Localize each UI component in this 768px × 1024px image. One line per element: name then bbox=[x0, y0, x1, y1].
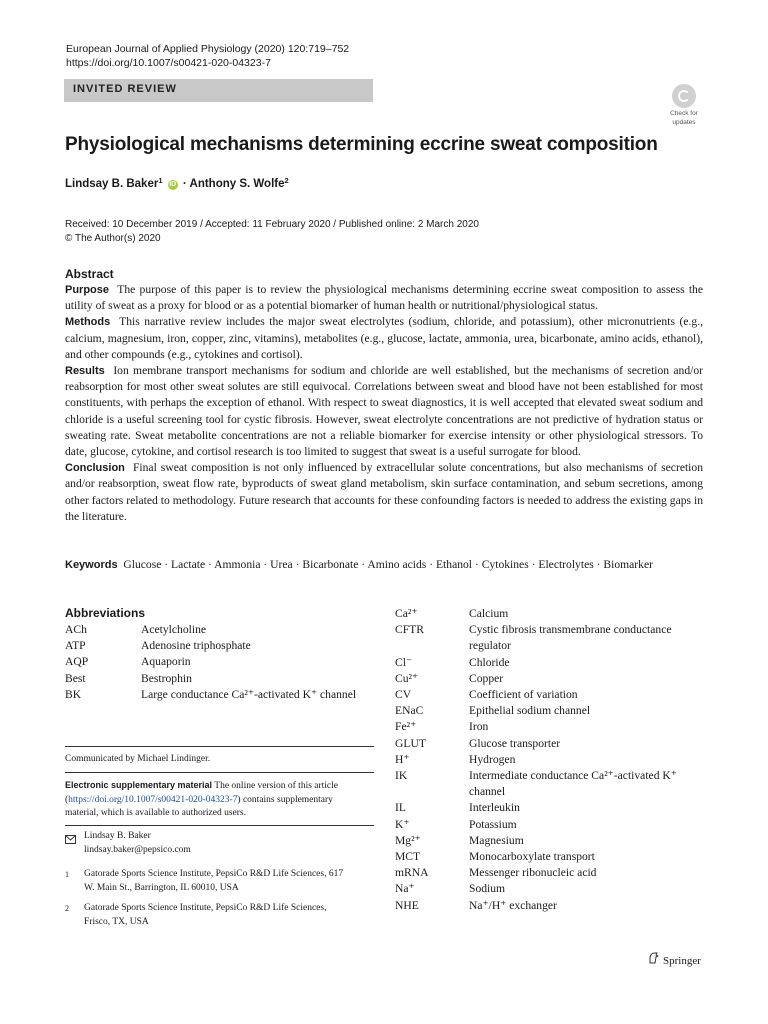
journal-header bbox=[66, 42, 349, 70]
abstract-conclusion bbox=[65, 460, 703, 525]
abbreviation-row bbox=[395, 719, 709, 735]
abbreviation-row bbox=[395, 622, 709, 654]
communicated-by: Communicated by Michael Lindinger. bbox=[65, 754, 211, 764]
abbreviation-term: IK bbox=[395, 769, 408, 783]
abbreviation-term: H⁺ bbox=[395, 752, 410, 766]
abbreviation-row bbox=[395, 833, 709, 849]
abbreviation-definition: Monocarboxylate transport bbox=[469, 850, 595, 864]
abbreviation-definition: Magnesium bbox=[469, 833, 524, 847]
abbreviation-row bbox=[395, 898, 709, 914]
abbreviation-term: Na⁺ bbox=[395, 882, 415, 896]
section-label: INVITED REVIEW bbox=[73, 83, 177, 95]
abstract-body bbox=[65, 282, 703, 525]
abbreviation-term: Mg²⁺ bbox=[395, 833, 421, 847]
check-for-updates-line2: updates bbox=[672, 119, 696, 126]
publisher-name: Springer bbox=[663, 955, 701, 967]
abstract-heading: Abstract bbox=[65, 267, 114, 281]
abbreviation-definition: Iron bbox=[469, 720, 489, 734]
abbreviation-term: ATP bbox=[65, 639, 86, 653]
affiliation-text: Gatorade Sports Science Institute, PepsiCo R&D Life Sciences, 617 W. Main St., Barrington, IL 60010, USA bbox=[84, 869, 344, 893]
abbreviation-term: Fe²⁺ bbox=[395, 720, 417, 734]
abbreviation-definition: Acetylcholine bbox=[141, 623, 207, 636]
abbreviation-row bbox=[395, 817, 709, 833]
check-for-updates-icon bbox=[672, 84, 696, 108]
abbreviation-definition: Messenger ribonucleic acid bbox=[469, 866, 597, 880]
abbreviation-term: GLUT bbox=[395, 736, 426, 750]
esm-text-before: The online version of this article ( bbox=[65, 781, 339, 805]
abbreviation-definition: Coefficient of variation bbox=[469, 688, 578, 702]
abbreviations-left-column bbox=[65, 622, 373, 703]
publication-dates bbox=[65, 218, 479, 246]
abbreviations-right-column bbox=[395, 606, 709, 914]
abbreviation-definition: Copper bbox=[469, 671, 504, 685]
mail-icon bbox=[65, 831, 76, 849]
abbreviation-term: Ca²⁺ bbox=[395, 607, 418, 620]
abbreviation-definition: Na⁺/H⁺ exchanger bbox=[469, 898, 557, 912]
check-for-updates-badge[interactable] bbox=[664, 84, 704, 126]
abbreviation-row bbox=[395, 752, 709, 768]
footnote-divider bbox=[65, 825, 374, 826]
affiliation-number: 2 bbox=[65, 904, 69, 913]
abbreviation-row bbox=[65, 638, 373, 654]
author-name[interactable]: Anthony S. Wolfe bbox=[189, 178, 285, 190]
abbreviation-definition: Large conductance Ca²⁺-activated K⁺ channel bbox=[141, 687, 357, 701]
corresponding-author bbox=[84, 830, 384, 857]
abstract-purpose-label: Purpose bbox=[65, 284, 110, 296]
author-affiliation-marker: 2 bbox=[284, 176, 289, 185]
abbreviation-term: ENaC bbox=[395, 704, 424, 718]
springer-horse-icon bbox=[648, 952, 659, 967]
abbreviation-term: BK bbox=[65, 687, 82, 701]
esm-note bbox=[65, 779, 365, 821]
keywords-label: Keywords bbox=[65, 559, 118, 571]
abbreviation-row bbox=[395, 865, 709, 881]
abbreviation-term: CV bbox=[395, 688, 412, 702]
abbreviation-row bbox=[395, 671, 709, 687]
abbreviation-row bbox=[395, 655, 709, 671]
author-name[interactable]: Lindsay B. Baker bbox=[65, 178, 159, 190]
abbreviation-definition: Potassium bbox=[469, 817, 517, 831]
abbreviation-row bbox=[65, 654, 373, 670]
doi-link[interactable]: https://doi.org/10.1007/s00421-020-04323-7 bbox=[66, 57, 271, 69]
abstract-conclusion-label: Conclusion bbox=[65, 462, 125, 475]
corresponding-name: Lindsay B. Baker bbox=[84, 831, 151, 841]
abbreviation-term: Best bbox=[65, 671, 86, 685]
author-affiliation-marker: 1 bbox=[158, 176, 163, 185]
publisher-mark bbox=[648, 952, 701, 967]
abbreviation-definition: Chloride bbox=[469, 655, 510, 669]
abbreviation-row bbox=[395, 768, 709, 800]
affiliation-number: 1 bbox=[65, 870, 69, 879]
abbreviation-term: IL bbox=[395, 801, 406, 815]
abbreviation-row bbox=[395, 881, 709, 897]
abbreviations-heading: Abbreviations bbox=[65, 606, 146, 620]
abbreviation-definition: Interleukin bbox=[469, 801, 520, 815]
abbreviation-definition: Bestrophin bbox=[141, 671, 192, 685]
keywords-text: Glucose · Lactate · Ammonia · Urea · Bicarbonate · Amino acids · Ethanol · Cytokines · Electrolytes · Biomarker bbox=[123, 558, 653, 571]
abbreviation-term: Cu²⁺ bbox=[395, 671, 419, 685]
author-list bbox=[65, 178, 289, 190]
abbreviation-term: MCT bbox=[395, 850, 421, 864]
author-separator: · bbox=[182, 178, 190, 190]
abstract-purpose-text: The purpose of this paper is to review the physiological mechanisms determining eccrine sweat composition to assess the utility of sweat as a proxy for blood or as a potential biomarker of human health or nutritional/physiological status. bbox=[65, 283, 703, 313]
abbreviation-definition: Cystic fibrosis transmembrane conductance regulator bbox=[469, 623, 672, 653]
abbreviation-row bbox=[395, 800, 709, 816]
abbreviation-row bbox=[395, 736, 709, 752]
corresponding-email[interactable]: lindsay.baker@pepsico.com bbox=[84, 844, 191, 855]
abstract-methods-text: This narrative review includes the major sweat electrolytes (sodium, chloride, and potassium), other micronutrients (e.g., calcium, magnesium, iron, copper, zinc, vitamins), metabolites (e.g., glucose, lactate, ammonia, urea, bicarbonate, amino acids, ethanol), and other compounds (e.g., cytokines and cortisol). bbox=[65, 315, 704, 361]
abbreviation-term: K⁺ bbox=[395, 817, 410, 831]
abstract-results bbox=[65, 363, 703, 460]
abbreviation-definition: Intermediate conductance Ca²⁺-activated K⁺ channel bbox=[469, 769, 677, 799]
section-band bbox=[64, 79, 373, 102]
abstract-methods-label: Methods bbox=[65, 316, 111, 329]
abbreviation-row bbox=[395, 606, 709, 622]
esm-label: Electronic supplementary material bbox=[65, 780, 213, 790]
affiliation-text: Gatorade Sports Science Institute, PepsiCo R&D Life Sciences, Frisco, TX, USA bbox=[84, 903, 327, 927]
abbreviation-definition: Sodium bbox=[469, 882, 506, 896]
abstract-methods bbox=[65, 314, 703, 363]
article-title: Physiological mechanisms determining eccrine sweat composition bbox=[65, 134, 658, 155]
abbreviation-term: CFTR bbox=[395, 623, 424, 637]
abstract-results-label: Results bbox=[65, 365, 105, 378]
abbreviation-row bbox=[395, 849, 709, 865]
abbreviation-row bbox=[65, 671, 373, 687]
journal-citation: European Journal of Applied Physiology (2020) 120:719–752 bbox=[66, 43, 350, 55]
abbreviation-term: mRNA bbox=[395, 866, 429, 880]
abstract-results-text: Ion membrane transport mechanisms for sodium and chloride are well established, but the mechanisms of secretion and/or reabsorption for most other sweat solutes are still equivocal. Correlations between sweat and blood have not been established for most constituents, with perhaps the exception of ethanol. With respect to sweat diagnostics, it is well accepted that elevated sweat sodium and chloride is a useful screening tool for cystic fibrosis. However, sweat electrolyte concentrations are not predictive of hydration status or sweating rate. Sweat metabolite concentrations are not a reliable biomarker for exercise intensity or other physiological stressors. To date, glucose, cytokine, and cortisol research is too limited to suggest that sweat is a useful surrogate for blood. bbox=[65, 364, 704, 459]
footnote-divider bbox=[65, 772, 374, 773]
abbreviation-definition: Glucose transporter bbox=[469, 736, 561, 750]
abstract-conclusion-text: Final sweat composition is not only influenced by extracellular solute concentrations, but also mechanisms of secretion and/or reabsorption, sweat flow rate, byproducts of sweat gland metabolism, skin surface contamination, and sebum secretions, among other factors related to methodology. Future research that accounts for these confounding factors is needed to address the existing gaps in the literature. bbox=[65, 461, 703, 523]
abbreviation-term: AQP bbox=[65, 655, 89, 669]
abbreviation-row bbox=[65, 622, 373, 638]
copyright-line: © The Author(s) 2020 bbox=[65, 233, 161, 244]
abbreviation-definition: Hydrogen bbox=[469, 752, 516, 766]
check-for-updates-line1: Check for bbox=[670, 110, 698, 117]
abbreviation-definition: Adenosine triphosphate bbox=[141, 639, 251, 653]
abbreviation-row bbox=[65, 687, 373, 703]
abbreviation-definition: Aquaporin bbox=[141, 655, 191, 669]
abbreviation-term: NHE bbox=[395, 898, 419, 912]
abbreviation-definition: Calcium bbox=[469, 607, 509, 620]
history-dates: Received: 10 December 2019 / Accepted: 11 February 2020 / Published online: 2 March 2020 bbox=[65, 219, 479, 230]
abbreviation-definition: Epithelial sodium channel bbox=[469, 704, 591, 718]
esm-link[interactable]: https://doi.org/10.1007/s00421-020-04323-7 bbox=[68, 794, 238, 805]
abstract-purpose bbox=[65, 282, 703, 314]
keywords bbox=[65, 557, 705, 573]
abbreviation-term: Cl⁻ bbox=[395, 655, 413, 669]
footnote-divider bbox=[65, 746, 374, 747]
orcid-icon[interactable]: iD bbox=[169, 181, 177, 188]
abbreviation-term: ACh bbox=[65, 623, 87, 636]
esm-text-after: ) contains supplementary material, which is available to authorized users. bbox=[65, 794, 333, 818]
abbreviation-row bbox=[395, 703, 709, 719]
abbreviation-row bbox=[395, 687, 709, 703]
